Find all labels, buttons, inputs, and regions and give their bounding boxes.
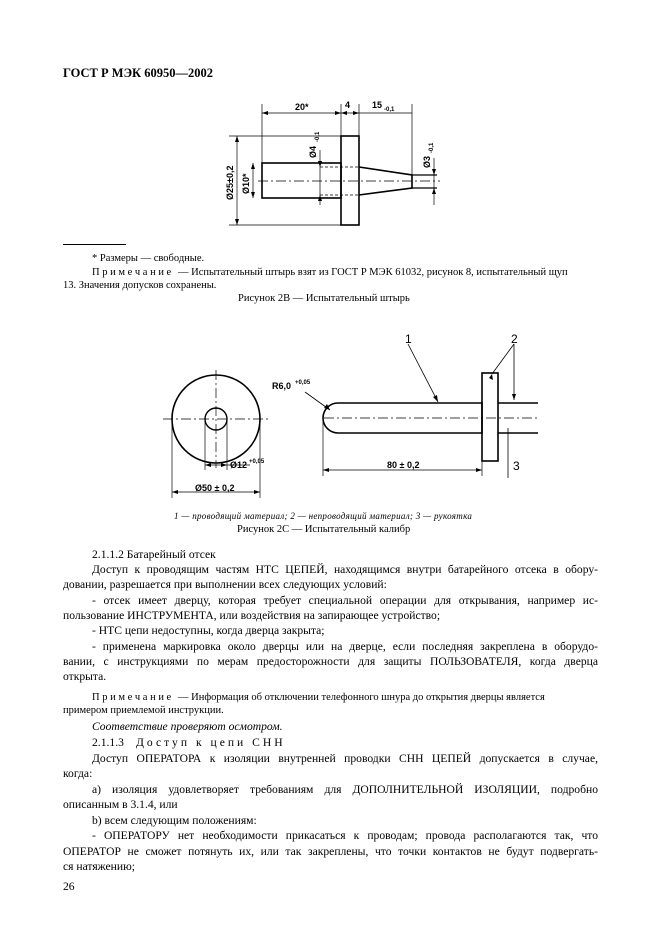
paragraph-line: Доступ к проводящим частям НТС ЦЕПЕЙ, находящимся внутри батарейного отсека в обору- xyxy=(92,563,598,576)
figure-2c-caption: Рисунок 2С — Испытательный калибр xyxy=(237,524,411,535)
note-text: — Информация об отключении телефонного шнура до открытия дверцы является xyxy=(178,692,545,703)
figure-2b-note-text-cont: 13. Значения допусков сохранены. xyxy=(63,280,217,291)
dim-r6-tol: +0,05 xyxy=(295,380,311,386)
dim-15: 15 xyxy=(372,100,383,110)
gauge-insulator-disc xyxy=(482,373,498,461)
bullet-line: - отсек имеет дверцу, которая требует специальной операции для открывания, например ис- xyxy=(92,594,598,607)
footnote-rule xyxy=(63,244,126,245)
page-number: 26 xyxy=(63,880,75,893)
figure-2c-drawing xyxy=(160,330,545,502)
dim-r6: R6,0 xyxy=(272,381,292,391)
bullet-line: - применена маркировка около дверцы или на дверце, если последняя закреплена в оборудо- xyxy=(92,640,598,653)
footnote: * Размеры — свободные. xyxy=(92,253,205,264)
paragraph-line: довании, разрешается при выполнении всех следующих условий: xyxy=(63,578,387,591)
bullet-line: - НТС цепи недоступны, когда дверца закрыта; xyxy=(92,624,325,637)
condition-line: ся натяжению; xyxy=(63,860,135,873)
dim-dia12-tol: +0,05 xyxy=(249,459,265,465)
section-2-1-1-3-number: 2.1.1.3 xyxy=(92,736,124,749)
dim-20: 20* xyxy=(295,102,309,112)
compliance-line: Соответствие проверяют осмотром. xyxy=(92,720,283,733)
pin-handle xyxy=(262,163,341,198)
gauge-label-2: 2 xyxy=(511,332,518,346)
dim-len80: 80 ± 0,2 xyxy=(387,460,420,470)
section-2-1-1-3-title: Доступ к цепи СНН xyxy=(136,736,286,749)
dim-dia25: Ø25±0,2 xyxy=(225,165,235,200)
note-label: П р и м е ч а н и е xyxy=(92,692,172,703)
list-item-b: b) всем следующим положениям: xyxy=(92,814,257,827)
bullet-line: вании, с инструкциями по мерам предосторожности для защиты ПОЛЬЗОВАТЕЛЯ, когда дверца xyxy=(63,655,598,668)
condition-line: ОПЕРАТОР не сможет потянуть их, или так закреплены, что точки контактов не будут подвергать- xyxy=(63,845,598,858)
dim-dia4: Ø4 xyxy=(308,145,318,158)
note-text-cont: примером приемлемой инструкции. xyxy=(63,705,224,716)
dim-dia4-tol: -0,1 xyxy=(315,131,321,142)
dim-dia10: Ø10* xyxy=(241,173,251,194)
condition-line: - ОПЕРАТОРУ нет необходимости прикасаться к проводам; провода располагаются так, что xyxy=(92,829,598,842)
figure-2b-note-text: — Испытательный штырь взят из ГОСТ Р МЭК 61032, рисунок 8, испытательный щуп xyxy=(178,267,568,278)
figure-2b-drawing xyxy=(220,95,450,235)
dim-15-tol: -0,1 xyxy=(384,107,395,113)
list-item-a-cont: описанным в 3.1.4, или xyxy=(63,798,178,811)
paragraph-line: когда: xyxy=(63,767,93,780)
section-2-1-1-2-title: 2.1.1.2 Батарейный отсек xyxy=(92,548,216,561)
bullet-line: открыта. xyxy=(63,670,107,683)
dim-dia50: Ø50 ± 0,2 xyxy=(195,483,235,493)
figure-2c-legend: 1 — проводящий материал; 2 — непроводящий материал; 3 — рукоятка xyxy=(174,511,473,521)
dim-dia12: Ø12 xyxy=(230,460,248,470)
gauge-label-1: 1 xyxy=(405,332,412,346)
dim-4: 4 xyxy=(345,100,351,110)
bullet-line: пользование ИНСТРУМЕНТА, или воздействия на запирающее устройство; xyxy=(63,609,441,622)
pin-flange xyxy=(341,136,359,225)
gauge-label-3: 3 xyxy=(513,459,520,473)
dim-dia3: Ø3 xyxy=(422,155,432,168)
figure-2b-caption: Рисунок 2В — Испытательный штырь xyxy=(238,293,410,304)
document-header: ГОСТ Р МЭК 60950—2002 xyxy=(63,66,213,80)
figure-2b-note-label: П р и м е ч а н и е xyxy=(92,267,172,278)
paragraph-line: Доступ ОПЕРАТОРА к изоляции внутренней проводки СНН ЦЕПЕЙ допускается в случае, xyxy=(92,752,598,765)
list-item-a: а) изоляция удовлетворяет требованиям для ДОПОЛНИТЕЛЬНОЙ ИЗОЛЯЦИИ, подробно xyxy=(92,783,598,796)
dim-dia3-tol: -0,1 xyxy=(429,142,435,153)
